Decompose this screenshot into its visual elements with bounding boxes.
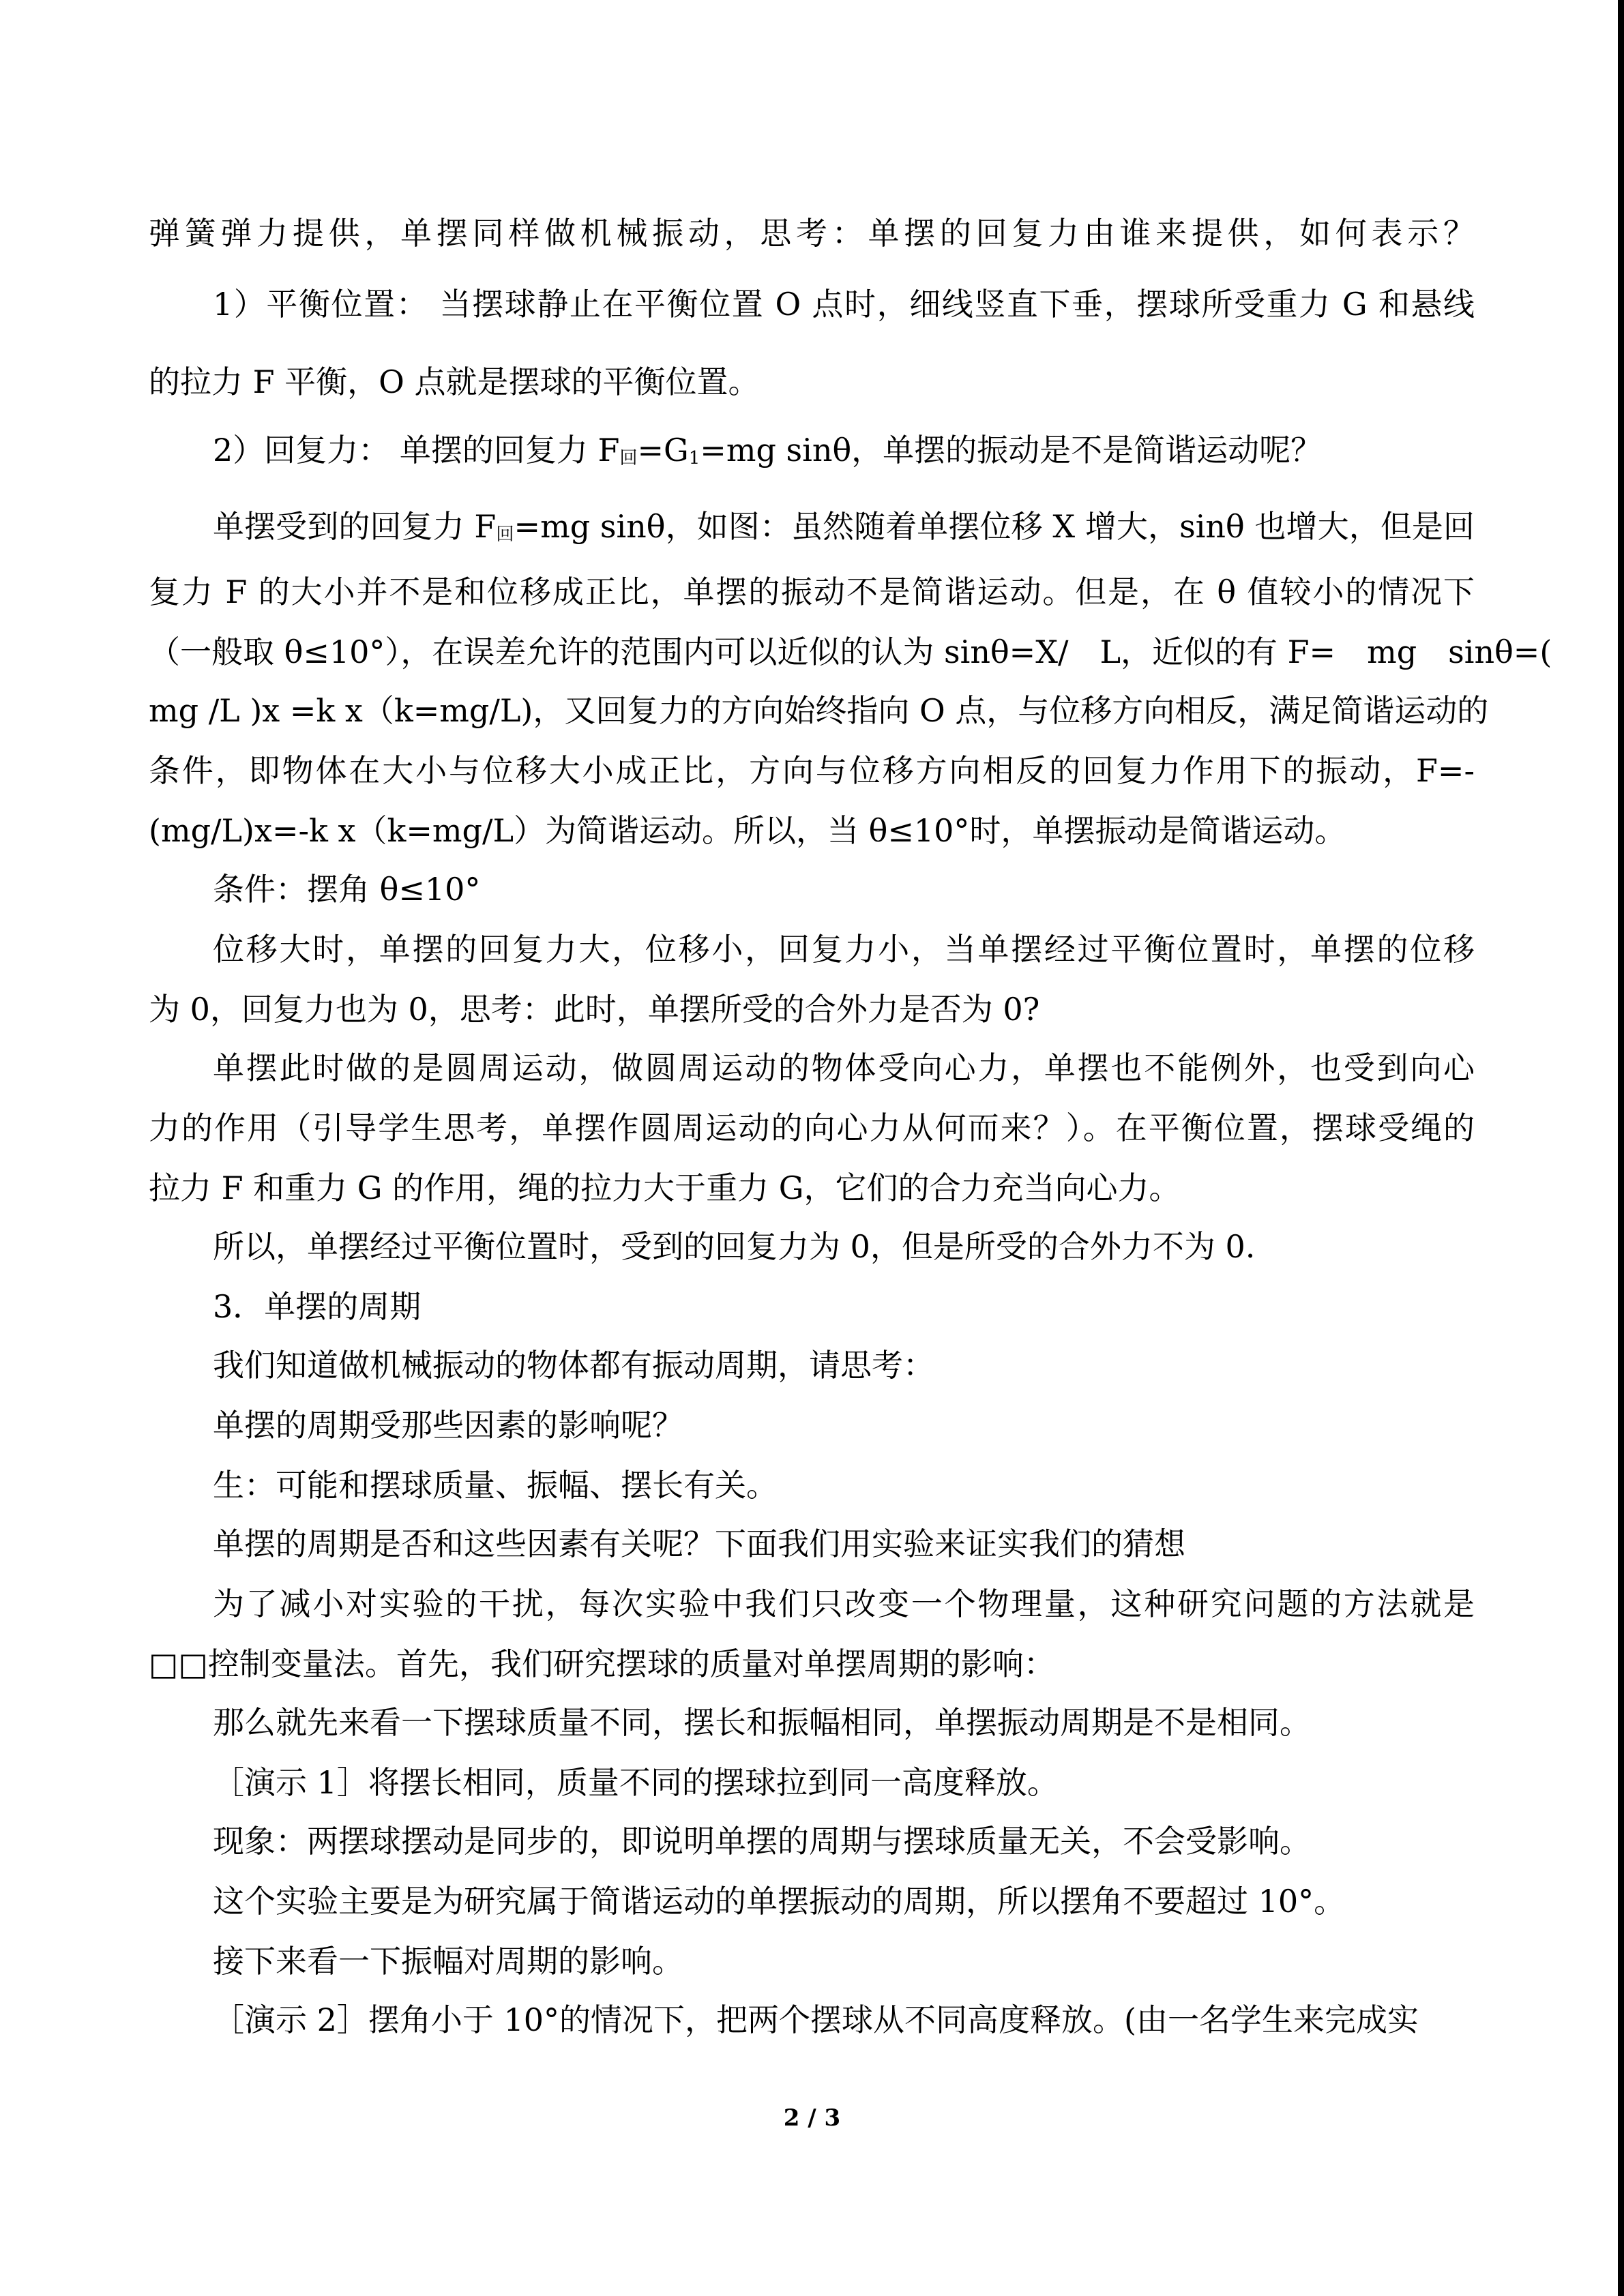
section-heading: 3．单摆的周期 [213,1288,422,1325]
text-line-2: 1）平衡位置： 当摆球静止在平衡位置 O 点时，细线竖直下垂，摆球所受重力 G 和悬线 [213,286,1475,323]
text-line-9: 条件，即物体在大小与位移大小成正比，方向与位移方向相反的回复力作用下的振动，F=- [149,752,1475,789]
text-line-3: 的拉力 F 平衡，O 点就是摆球的平衡位置。 [149,363,760,400]
text-line-14: 单摆此时做的是圆周运动，做圆周运动的物体受向心力，单摆也不能例外，也受到向心 [213,1049,1475,1086]
subscript-1: 1 [688,448,700,468]
demo-1-line: ［演示 1］将摆长相同，质量不同的摆球拉到同一高度释放。 [213,1764,1059,1801]
text-line-12: 位移大时，单摆的回复力大，位移小，回复力小，当单摆经过平衡位置时，单摆的位移 [213,931,1475,968]
text-line-21: 生：可能和摆球质量、振幅、摆长有关。 [213,1467,778,1504]
text-line-13: 为 0，回复力也为 0，思考：此时，单摆所受的合外力是否为 0? [149,991,1040,1028]
text-line-24: □□控制变量法。首先，我们研究摆球的质量对单摆周期的影响： [149,1645,1055,1682]
text-line-27: 现象：两摆球摆动是同步的，即说明单摆的周期与摆球质量无关，不会受影响。 [213,1823,1311,1860]
subscript-hui-2: 回 [496,524,514,545]
text-line-8: mg /L )x =k x（k=mg/L)，又回复力的方向始终指向 O 点，与位移方向相反，满足简谐运动的 [149,692,1489,729]
text-line-4-b: =G [637,432,689,468]
text-line-5-b: =mg sinθ，如图：虽然随着单摆位移 X 增大，sinθ 也增大，但是回 [514,508,1475,545]
text-line-11: 条件：摆角 θ≤10° [213,871,481,908]
demo-2-line: ［演示 2］摆角小于 10°的情况下，把两个摆球从不同高度释放。(由一名学生来完成实 [213,2001,1419,2038]
text-line-15: 力的作用（引导学生思考，单摆作圆周运动的向心力从何而来？）。在平衡位置，摆球受绳的 [149,1109,1475,1146]
text-line-6: 复力 F 的大小并不是和位移成正比，单摆的振动不是简谐运动。但是，在 θ 值较小的情况下 [149,573,1475,610]
text-line-17: 所以，单摆经过平衡位置时，受到的回复力为 0，但是所受的合外力不为 0. [213,1228,1256,1265]
text-line-10: (mg/L)x=-k x（k=mg/L）为简谐运动。所以，当 θ≤10°时，单摆振动是简谐运动。 [149,812,1346,849]
text-line-4-c: =mg sinθ，单摆的振动是不是简谐运动呢？ [700,432,1323,468]
text-line-4 [213,428,1624,480]
text-line-23: 为了减小对实验的干扰，每次实验中我们只改变一个物理量，这种研究问题的方法就是 [213,1585,1475,1622]
text-line-19: 我们知道做机械振动的物体都有振动周期，请思考： [213,1347,934,1384]
text-line-20: 单摆的周期受那些因素的影响呢？ [213,1407,683,1444]
text-line-4-a: 2）回复力： 单摆的回复力 F [213,432,620,468]
text-line-28: 这个实验主要是为研究属于简谐运动的单摆振动的周期，所以摆角不要超过 10°。 [213,1883,1346,1920]
text-line-29: 接下来看一下振幅对周期的影响。 [213,1943,683,1980]
subscript-hui: 回 [619,448,638,468]
text-line-7: （一般取 θ≤10°），在误差允许的范围内可以近似的认为 sinθ=X/ L，近似的有 F= mg sinθ=( [149,633,1552,670]
page-edge [1618,0,1624,2296]
text-line-1: 弹簧弹力提供，单摆同样做机械振动，思考：单摆的回复力由谁来提供，如何表示？ [149,215,1475,252]
text-line-25: 那么就先来看一下摆球质量不同，摆长和振幅相同，单摆振动周期是不是相同。 [213,1704,1311,1741]
page-number: 2 / 3 [783,2104,841,2132]
text-line-5-a: 单摆受到的回复力 F [213,508,497,545]
text-line-16: 拉力 F 和重力 G 的作用，绳的拉力大于重力 G，它们的合力充当向心力。 [149,1169,1181,1206]
text-line-5 [213,505,1475,556]
text-line-22: 单摆的周期是否和这些因素有关呢？下面我们用实验来证实我们的猜想 [213,1525,1185,1562]
